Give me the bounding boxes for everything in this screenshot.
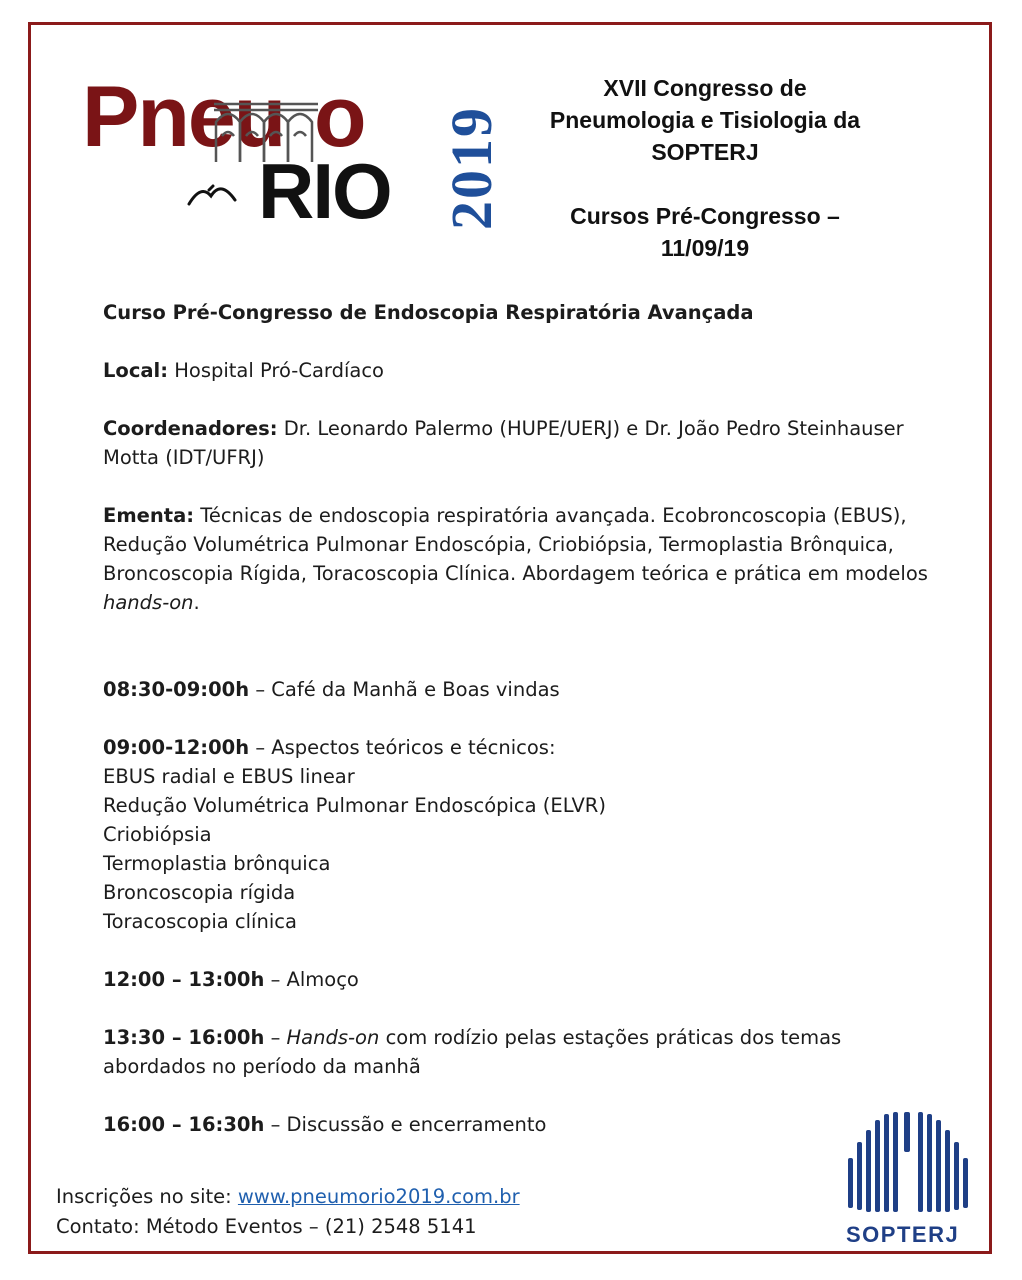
bird-icon — [187, 170, 247, 210]
topic-item: Toracoscopia clínica — [103, 910, 297, 933]
local-label: Local: — [103, 359, 169, 382]
contact-line: Contato: Método Eventos – (21) 2548 5141 — [56, 1215, 477, 1238]
topic-item: Criobiópsia — [103, 823, 212, 846]
local-value: Hospital Pró-Cardíaco — [174, 359, 384, 382]
schedule-time-5: 16:00 – 16:30h — [103, 1113, 265, 1136]
header-line-1: XVII Congresso de — [603, 75, 807, 101]
footer — [56, 1182, 520, 1242]
header-line-5: 11/09/19 — [660, 235, 750, 261]
topic-item: Broncoscopia rígida — [103, 881, 296, 904]
header-line-3: SOPTERJ — [651, 139, 759, 165]
ementa-hands-on: hands-on — [103, 591, 194, 614]
coordinators-value: Dr. Leonardo Palermo (HUPE/UERJ) e Dr. João Pedro Steinhauser Motta (IDT/UFRJ) — [103, 417, 904, 469]
course-content — [103, 298, 943, 1168]
logo-word-o: o — [314, 69, 365, 165]
schedule-text-3: – Almoço — [270, 968, 359, 991]
header-line-4: Cursos Pré-Congresso – — [570, 203, 840, 229]
topic-item: Redução Volumétrica Pulmonar Endoscópica (ELVR) — [103, 794, 606, 817]
coordinators-line — [103, 414, 943, 472]
schedule-hands-on: Hands-on — [286, 1026, 380, 1049]
schedule-time-1: 08:30-09:00h — [103, 678, 250, 701]
schedule-time-2: 09:00-12:00h — [103, 736, 250, 759]
schedule-text-5: – Discussão e encerramento — [270, 1113, 547, 1136]
topic-item: Termoplastia brônquica — [103, 852, 331, 875]
ementa-line — [103, 501, 943, 617]
schedule-dash-4: – — [270, 1026, 281, 1049]
topic-list — [103, 762, 943, 936]
schedule-item-5 — [103, 1110, 943, 1139]
schedule-text-1: – Café da Manhã e Boas vindas — [255, 678, 560, 701]
schedule-item-1 — [103, 675, 943, 704]
schedule-time-4: 13:30 – 16:00h — [103, 1026, 265, 1049]
schedule-item-2 — [103, 733, 943, 762]
ementa-label: Ementa: — [103, 504, 195, 527]
sopterj-name: SOPTERJ — [846, 1222, 960, 1247]
ementa-end: . — [193, 591, 200, 614]
local-line — [103, 356, 943, 385]
sopterj-logo — [838, 1108, 978, 1248]
schedule-time-3: 12:00 – 13:00h — [103, 968, 265, 991]
site-link[interactable]: www.pneumorio2019.com.br — [237, 1185, 520, 1208]
schedule-text-2: – Aspectos teóricos e técnicos: — [255, 736, 556, 759]
header-line-2: Pneumologia e Tisiologia da — [549, 107, 861, 133]
inscricoes-label: Inscrições no site: — [56, 1185, 232, 1208]
lungs-bars-icon — [838, 1108, 978, 1220]
pneumorio-logo — [82, 69, 504, 240]
logo-year: 2019 — [439, 106, 504, 230]
ementa-value: Técnicas de endoscopia respiratória avançada. Ecobroncoscopia (EBUS), Redução Volumétrica Pulmonar Endoscópia, Criobiópsia, Termoplastia Brônquica, Broncoscopia Rígida, Toracoscopia Clínica. Abordagem teórica e prática em modelos — [103, 504, 928, 585]
schedule-text-4: com rodízio pelas estações práticas dos temas abordados no período da manhã — [103, 1026, 842, 1078]
logo-word-pneu: Pneu — [82, 69, 285, 165]
header-title — [500, 72, 910, 264]
inscricoes-line — [56, 1182, 520, 1212]
topic-item: EBUS radial e EBUS linear — [103, 765, 355, 788]
schedule-item-4 — [103, 1023, 943, 1081]
coordinators-label: Coordenadores: — [103, 417, 278, 440]
schedule-item-3 — [103, 965, 943, 994]
logo-word-rio: RIO — [258, 147, 391, 235]
course-title: Curso Pré-Congresso de Endoscopia Respiratória Avançada — [103, 301, 754, 324]
